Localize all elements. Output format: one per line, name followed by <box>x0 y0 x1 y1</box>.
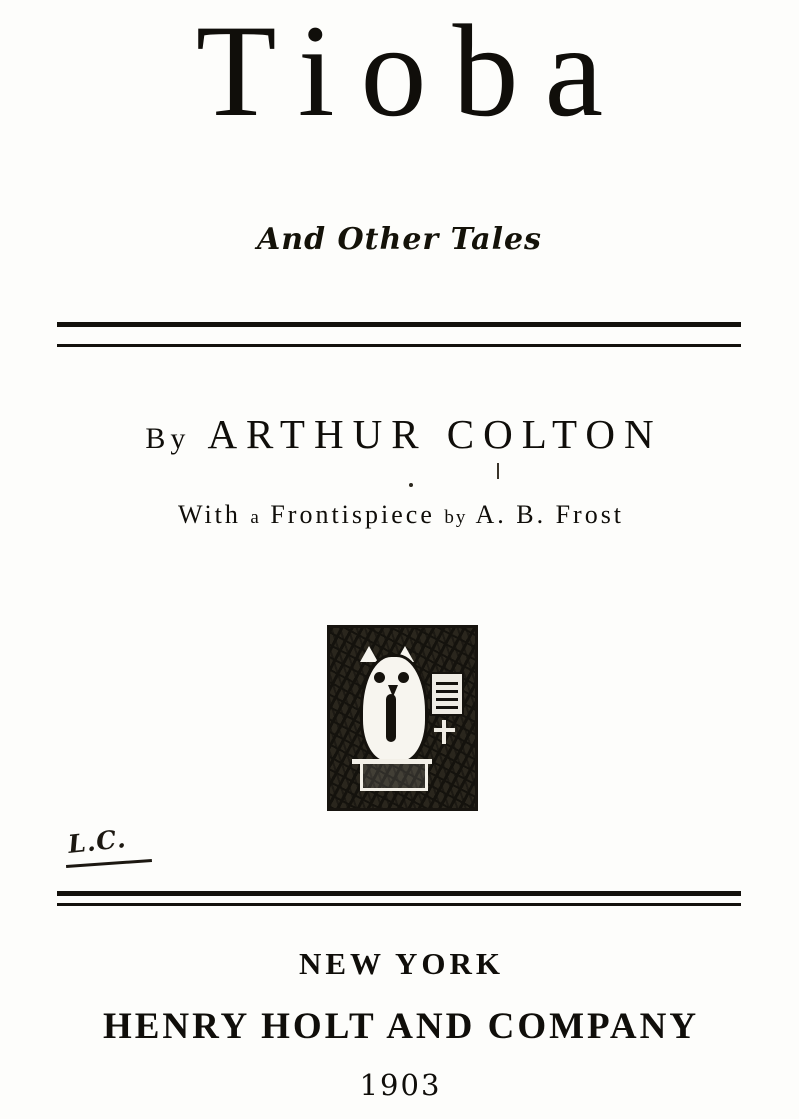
divider-rule-top-thin <box>57 344 741 347</box>
imprint-publisher: HENRY HOLT AND COMPANY <box>102 1006 700 1047</box>
divider-rule-top-thick <box>57 322 741 327</box>
owl-device-icon <box>327 625 478 811</box>
page-title: Tioba <box>195 0 630 144</box>
frontispiece-credit <box>0 500 799 530</box>
credit-by: by <box>444 507 468 528</box>
owl-eye-right-icon <box>398 672 409 683</box>
divider-rule-bottom-thick <box>57 891 741 896</box>
author-byline <box>0 410 799 458</box>
credit-a: a <box>250 507 261 528</box>
credit-with: With <box>177 500 241 529</box>
page-subtitle: And Other Tales <box>257 222 542 257</box>
imprint-city: NEW YORK <box>298 946 505 981</box>
author-name: ARTHUR COLTON <box>207 411 663 457</box>
divider-rule-bottom-thin <box>57 903 741 906</box>
stray-ink-tick <box>497 463 499 479</box>
byline-prefix: By <box>145 422 191 455</box>
owl-ear-left-icon <box>360 646 378 662</box>
ownership-mark: L.C. <box>66 824 128 859</box>
imprint-year: 1903 <box>359 1068 442 1102</box>
cross-vertical-icon <box>442 720 446 744</box>
owl-eye-left-icon <box>374 672 385 683</box>
credit-frontispiece: Frontispiece <box>270 500 435 529</box>
ownership-mark-underline <box>66 859 152 868</box>
owl-pedestal-icon <box>360 764 428 791</box>
stray-ink-dot <box>409 483 413 487</box>
book-tablet-icon <box>430 672 464 716</box>
owl-breast-icon <box>386 694 396 742</box>
cross-horizontal-icon <box>434 728 455 732</box>
credit-artist: A. B. Frost <box>475 500 625 529</box>
